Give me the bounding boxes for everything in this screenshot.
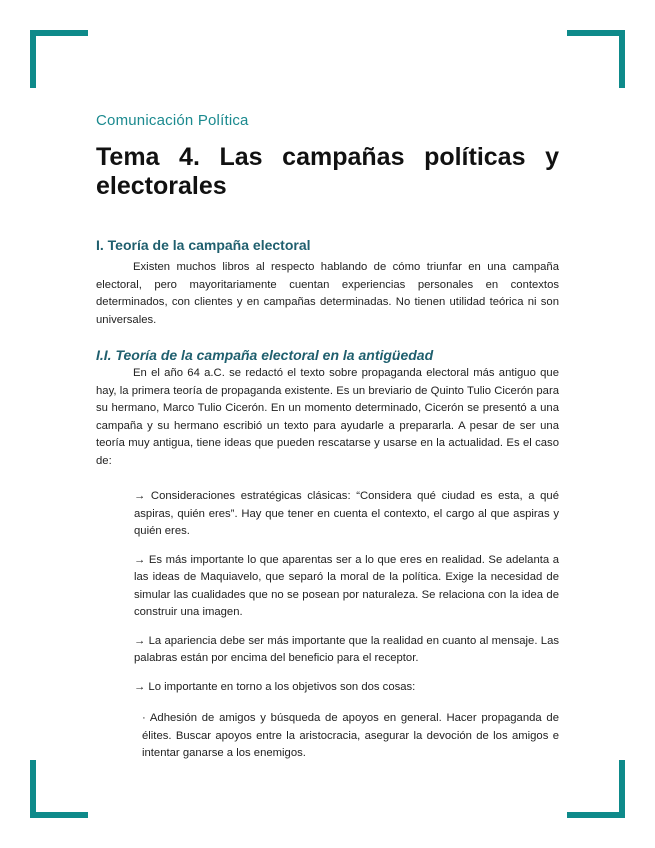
list-item: → Lo importante en torno a los objetivos son dos cosas: (134, 680, 416, 693)
subsection-heading: I.I. Teoría de la campaña electoral en la antigüedad (96, 347, 434, 363)
subsection-paragraph: En el año 64 a.C. se redactó el texto sobre propaganda electoral más antiguo que hay, la primera teoría de propaganda existente. Es un breviario de Quinto Tulio Cicerón para su hermano, Marco Tulio Cicerón. En un momento determinado, Cicerón se presentó a una campaña y su hermano escribió un texto para ayudarle a prepararla. A pesar de ser una teoría muy antigua, tiene ideas que pueden rescatarse y usarse en la actualidad. Es el caso de: (96, 367, 559, 467)
list-item: → La apariencia debe ser más importante que la realidad en cuanto al mensaje. Las palabras están por encima del beneficio para el receptor. (134, 634, 559, 664)
sub-list-item: · Adhesión de amigos y búsqueda de apoyos en general. Hacer propaganda de élites. Buscar apoyos entre la aristocracia, asegurar la devoción de los amigos e intentar ganarse a los enemigos. (142, 712, 559, 759)
list-item: → Consideraciones estratégicas clásicas: “Considera qué ciudad es esta, a qué aspiras, quién eres”. Hay que tener en cuenta el contexto, el cargo al que aspiras y quién eres. (134, 490, 559, 537)
section-heading: I. Teoría de la campaña electoral (96, 237, 311, 253)
corner-mark-bottom-left (30, 760, 88, 818)
corner-mark-top-right (567, 30, 625, 88)
corner-mark-top-left (30, 30, 88, 88)
corner-mark-bottom-right (567, 760, 625, 818)
list-item: → Es más importante lo que aparentas ser a lo que eres en realidad. Se adelanta a las ideas de Maquiavelo, que separó la moral de la política. Exige la necesidad de simular las cualidades que no se posean por naturaleza. Se relaciona con la idea de construir una imagen. (134, 553, 559, 618)
page-title: Tema 4. Las campañas políticas y electorales (96, 143, 559, 200)
document-page (96, 112, 559, 763)
bullet-list (134, 488, 559, 763)
subject-label: Comunicación Política (96, 112, 249, 129)
section-paragraph: Existen muchos libros al respecto hablando de cómo triunfar en una campaña electoral, pero mayoritariamente cuentan experiencias personales en contextos determinados, con clientes y en campañas determinadas. No tienen utilidad teórica ni son universales. (96, 261, 559, 326)
